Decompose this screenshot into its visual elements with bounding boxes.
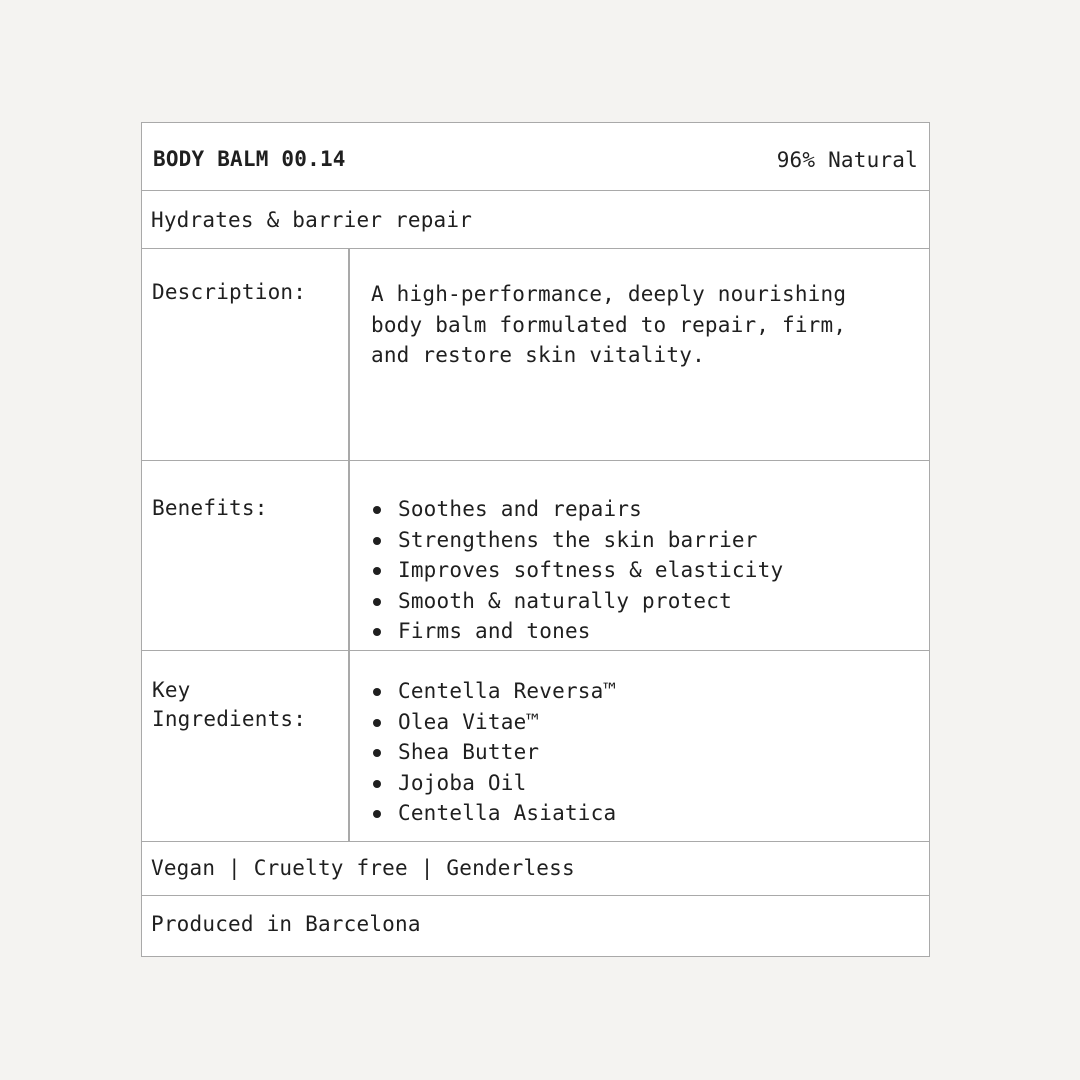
bullet-icon <box>373 719 381 727</box>
product-tags: Vegan | Cruelty free | Genderless <box>151 856 575 880</box>
benefits-list-container <box>371 494 911 647</box>
list-item: Jojoba Oil <box>371 768 911 799</box>
origin-row <box>142 896 929 956</box>
product-subtitle: Hydrates & barrier repair <box>151 208 473 232</box>
list-item: Shea Butter <box>371 737 911 768</box>
bullet-icon <box>373 688 381 696</box>
list-item: Soothes and repairs <box>371 494 911 525</box>
list-item: Centella Reversa™ <box>371 676 911 707</box>
bullet-icon <box>373 749 381 757</box>
subtitle-row <box>142 191 929 249</box>
column-divider <box>348 651 350 842</box>
natural-percentage: 96% Natural <box>776 148 918 172</box>
column-divider <box>348 249 350 461</box>
ingredients-list <box>371 676 911 829</box>
bullet-icon <box>373 506 381 514</box>
bullet-icon <box>373 780 381 788</box>
product-origin: Produced in Barcelona <box>151 912 421 936</box>
bullet-icon <box>373 628 381 636</box>
benefits-list <box>371 494 911 647</box>
description-row <box>142 249 929 461</box>
ingredients-label: Key Ingredients: <box>152 678 307 731</box>
description-text: A high-performance, deeply nourishing body balm formulated to repair, firm, and restore skin vitality. <box>371 282 847 367</box>
description-label: Description: <box>152 280 307 304</box>
list-item: Improves softness & elasticity <box>371 555 911 586</box>
benefits-label: Benefits: <box>152 496 268 520</box>
header-row <box>142 123 929 191</box>
list-item: Smooth & naturally protect <box>371 586 911 617</box>
column-divider <box>348 461 350 651</box>
list-item: Centella Asiatica <box>371 798 911 829</box>
bullet-icon <box>373 598 381 606</box>
benefits-row <box>142 461 929 651</box>
product-label-card <box>141 122 930 957</box>
list-item: Strengthens the skin barrier <box>371 525 911 556</box>
product-title: BODY BALM 00.14 <box>153 147 346 171</box>
bullet-icon <box>373 567 381 575</box>
ingredients-list-container <box>371 676 911 829</box>
bullet-icon <box>373 810 381 818</box>
bullet-icon <box>373 537 381 545</box>
tags-row <box>142 842 929 896</box>
list-item: Olea Vitae™ <box>371 707 911 738</box>
list-item: Firms and tones <box>371 616 911 647</box>
ingredients-row <box>142 651 929 842</box>
